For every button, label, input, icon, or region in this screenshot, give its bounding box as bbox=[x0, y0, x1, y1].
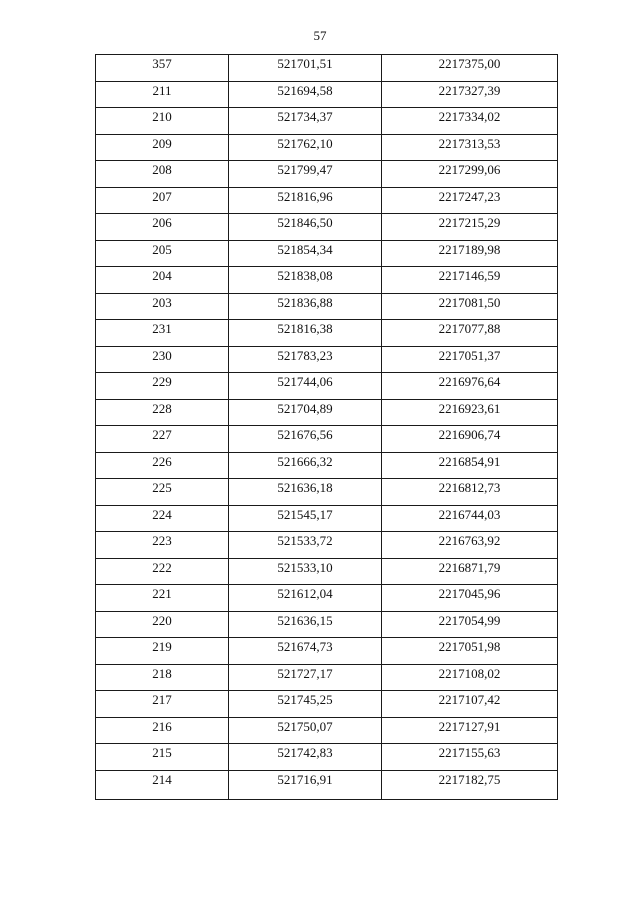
point-number-cell: 224 bbox=[96, 505, 229, 532]
x-coordinate-cell: 521734,37 bbox=[229, 108, 382, 135]
x-coordinate-cell: 521838,08 bbox=[229, 267, 382, 294]
x-coordinate-cell: 521636,18 bbox=[229, 479, 382, 506]
x-coordinate-cell: 521816,96 bbox=[229, 187, 382, 214]
y-coordinate-cell: 2217054,99 bbox=[382, 611, 558, 638]
y-coordinate-cell: 2216906,74 bbox=[382, 426, 558, 453]
point-number-cell: 214 bbox=[96, 770, 229, 799]
point-number-cell: 208 bbox=[96, 161, 229, 188]
table-row bbox=[96, 81, 558, 108]
x-coordinate-cell: 521783,23 bbox=[229, 346, 382, 373]
coordinates-table-body bbox=[96, 55, 558, 800]
point-number-cell: 226 bbox=[96, 452, 229, 479]
point-number-cell: 218 bbox=[96, 664, 229, 691]
table-row bbox=[96, 55, 558, 82]
x-coordinate-cell: 521846,50 bbox=[229, 214, 382, 241]
table-row bbox=[96, 558, 558, 585]
y-coordinate-cell: 2217313,53 bbox=[382, 134, 558, 161]
table-row bbox=[96, 611, 558, 638]
y-coordinate-cell: 2217299,06 bbox=[382, 161, 558, 188]
y-coordinate-cell: 2217375,00 bbox=[382, 55, 558, 82]
y-coordinate-cell: 2217215,29 bbox=[382, 214, 558, 241]
table-row bbox=[96, 320, 558, 347]
table-row bbox=[96, 134, 558, 161]
table-row bbox=[96, 399, 558, 426]
table-row bbox=[96, 214, 558, 241]
point-number-cell: 204 bbox=[96, 267, 229, 294]
point-number-cell: 228 bbox=[96, 399, 229, 426]
table-row bbox=[96, 664, 558, 691]
y-coordinate-cell: 2217327,39 bbox=[382, 81, 558, 108]
table-row bbox=[96, 373, 558, 400]
point-number-cell: 206 bbox=[96, 214, 229, 241]
point-number-cell: 225 bbox=[96, 479, 229, 506]
page-number: 57 bbox=[313, 28, 327, 43]
x-coordinate-cell: 521676,56 bbox=[229, 426, 382, 453]
y-coordinate-cell: 2216744,03 bbox=[382, 505, 558, 532]
point-number-cell: 221 bbox=[96, 585, 229, 612]
x-coordinate-cell: 521694,58 bbox=[229, 81, 382, 108]
point-number-cell: 207 bbox=[96, 187, 229, 214]
x-coordinate-cell: 521716,91 bbox=[229, 770, 382, 799]
point-number-cell: 217 bbox=[96, 691, 229, 718]
y-coordinate-cell: 2217155,63 bbox=[382, 744, 558, 771]
y-coordinate-cell: 2216871,79 bbox=[382, 558, 558, 585]
y-coordinate-cell: 2216854,91 bbox=[382, 452, 558, 479]
x-coordinate-cell: 521816,38 bbox=[229, 320, 382, 347]
y-coordinate-cell: 2217051,98 bbox=[382, 638, 558, 665]
y-coordinate-cell: 2217051,37 bbox=[382, 346, 558, 373]
point-number-cell: 357 bbox=[96, 55, 229, 82]
y-coordinate-cell: 2217189,98 bbox=[382, 240, 558, 267]
x-coordinate-cell: 521750,07 bbox=[229, 717, 382, 744]
table-row bbox=[96, 505, 558, 532]
x-coordinate-cell: 521744,06 bbox=[229, 373, 382, 400]
table-row bbox=[96, 717, 558, 744]
y-coordinate-cell: 2217077,88 bbox=[382, 320, 558, 347]
y-coordinate-cell: 2217182,75 bbox=[382, 770, 558, 799]
table-row bbox=[96, 638, 558, 665]
table-row bbox=[96, 691, 558, 718]
point-number-cell: 203 bbox=[96, 293, 229, 320]
x-coordinate-cell: 521762,10 bbox=[229, 134, 382, 161]
point-number-cell: 220 bbox=[96, 611, 229, 638]
x-coordinate-cell: 521704,89 bbox=[229, 399, 382, 426]
table-row bbox=[96, 187, 558, 214]
x-coordinate-cell: 521545,17 bbox=[229, 505, 382, 532]
x-coordinate-cell: 521636,15 bbox=[229, 611, 382, 638]
table-row bbox=[96, 240, 558, 267]
y-coordinate-cell: 2217081,50 bbox=[382, 293, 558, 320]
table-row bbox=[96, 585, 558, 612]
point-number-cell: 215 bbox=[96, 744, 229, 771]
table-row bbox=[96, 452, 558, 479]
x-coordinate-cell: 521745,25 bbox=[229, 691, 382, 718]
x-coordinate-cell: 521533,72 bbox=[229, 532, 382, 559]
y-coordinate-cell: 2217127,91 bbox=[382, 717, 558, 744]
y-coordinate-cell: 2216763,92 bbox=[382, 532, 558, 559]
table-row bbox=[96, 161, 558, 188]
y-coordinate-cell: 2217107,42 bbox=[382, 691, 558, 718]
table-row bbox=[96, 426, 558, 453]
point-number-cell: 211 bbox=[96, 81, 229, 108]
y-coordinate-cell: 2216812,73 bbox=[382, 479, 558, 506]
table-row bbox=[96, 479, 558, 506]
x-coordinate-cell: 521666,32 bbox=[229, 452, 382, 479]
point-number-cell: 209 bbox=[96, 134, 229, 161]
y-coordinate-cell: 2217247,23 bbox=[382, 187, 558, 214]
y-coordinate-cell: 2217045,96 bbox=[382, 585, 558, 612]
x-coordinate-cell: 521742,83 bbox=[229, 744, 382, 771]
point-number-cell: 205 bbox=[96, 240, 229, 267]
y-coordinate-cell: 2217334,02 bbox=[382, 108, 558, 135]
x-coordinate-cell: 521799,47 bbox=[229, 161, 382, 188]
y-coordinate-cell: 2217108,02 bbox=[382, 664, 558, 691]
table-row bbox=[96, 744, 558, 771]
point-number-cell: 223 bbox=[96, 532, 229, 559]
y-coordinate-cell: 2216923,61 bbox=[382, 399, 558, 426]
point-number-cell: 210 bbox=[96, 108, 229, 135]
y-coordinate-cell: 2216976,64 bbox=[382, 373, 558, 400]
point-number-cell: 231 bbox=[96, 320, 229, 347]
point-number-cell: 222 bbox=[96, 558, 229, 585]
point-number-cell: 229 bbox=[96, 373, 229, 400]
table-row bbox=[96, 346, 558, 373]
x-coordinate-cell: 521836,88 bbox=[229, 293, 382, 320]
table-row bbox=[96, 770, 558, 799]
x-coordinate-cell: 521854,34 bbox=[229, 240, 382, 267]
table-row bbox=[96, 532, 558, 559]
table-row bbox=[96, 267, 558, 294]
table-row bbox=[96, 293, 558, 320]
point-number-cell: 230 bbox=[96, 346, 229, 373]
point-number-cell: 227 bbox=[96, 426, 229, 453]
x-coordinate-cell: 521533,10 bbox=[229, 558, 382, 585]
x-coordinate-cell: 521727,17 bbox=[229, 664, 382, 691]
x-coordinate-cell: 521701,51 bbox=[229, 55, 382, 82]
y-coordinate-cell: 2217146,59 bbox=[382, 267, 558, 294]
x-coordinate-cell: 521612,04 bbox=[229, 585, 382, 612]
coordinates-table bbox=[95, 54, 558, 800]
point-number-cell: 216 bbox=[96, 717, 229, 744]
table-row bbox=[96, 108, 558, 135]
x-coordinate-cell: 521674,73 bbox=[229, 638, 382, 665]
point-number-cell: 219 bbox=[96, 638, 229, 665]
